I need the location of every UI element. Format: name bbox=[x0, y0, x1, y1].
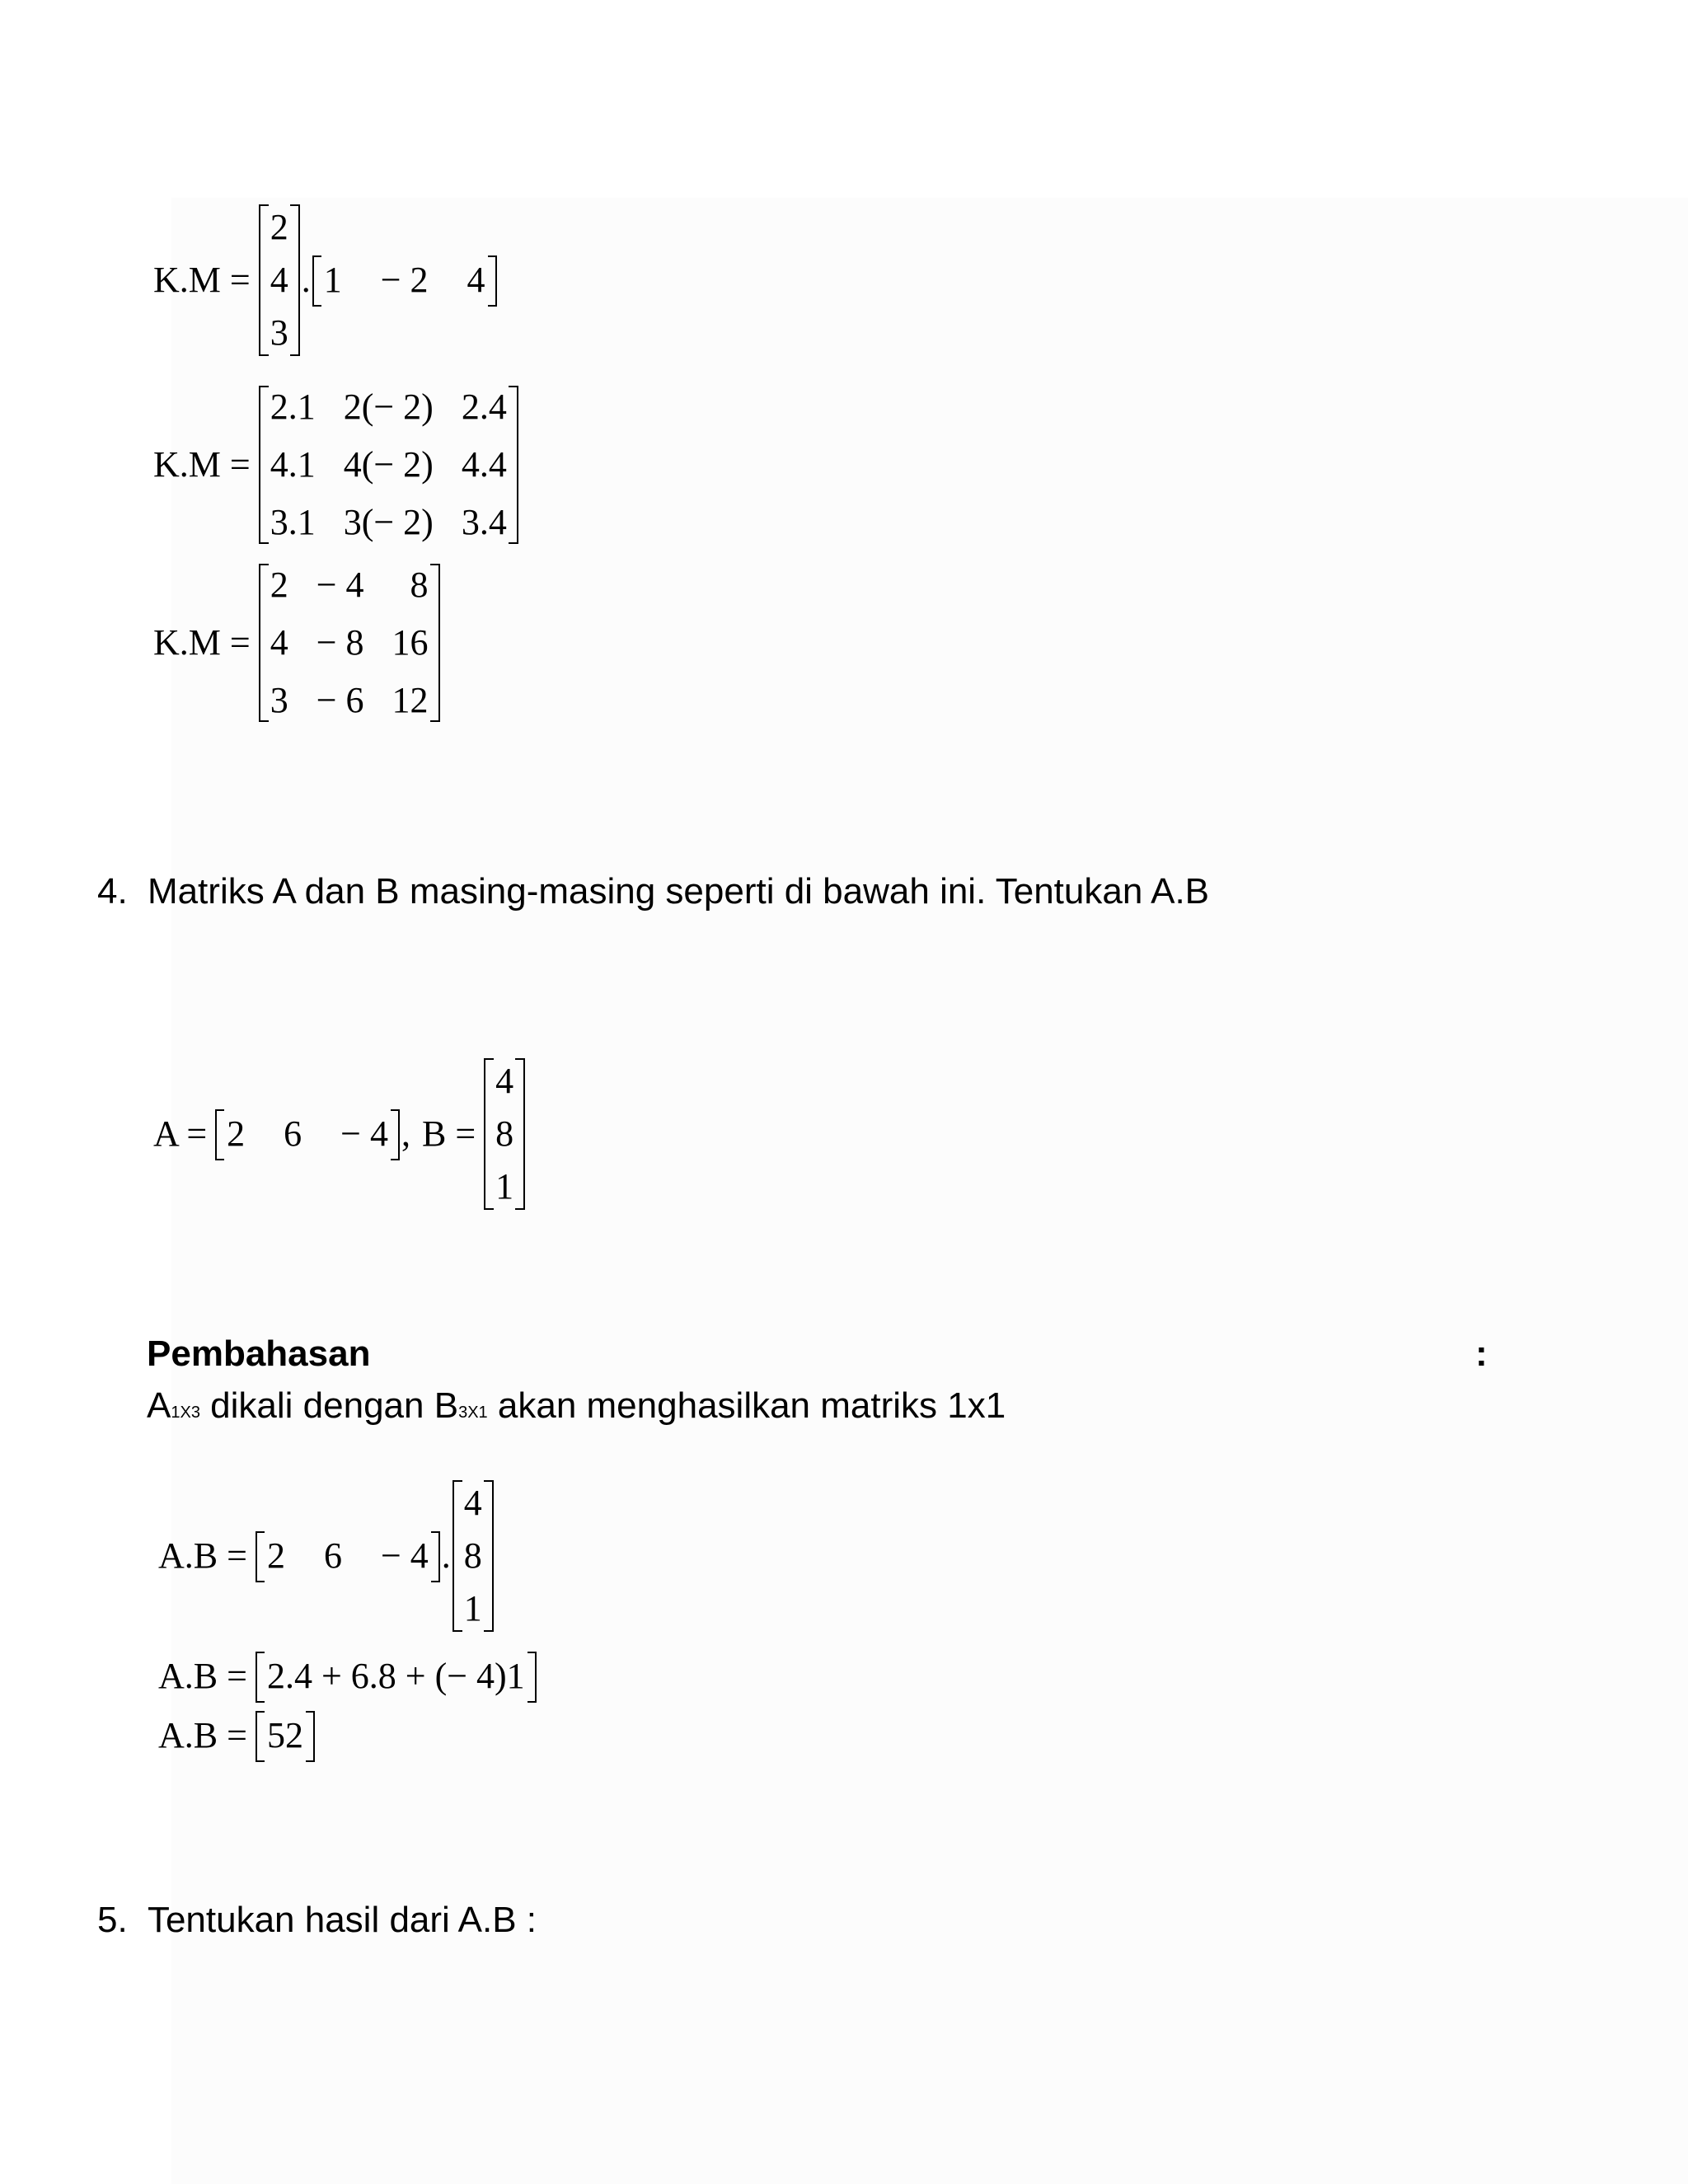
matrix-cell: − 6 bbox=[316, 680, 364, 720]
km-result-matrix bbox=[259, 564, 440, 722]
km-lhs: K.M = bbox=[153, 622, 251, 663]
matrix-cell: 3 bbox=[270, 312, 288, 353]
matrix-cell: 1 bbox=[495, 1166, 514, 1207]
matrix-cell: 4 bbox=[463, 1483, 482, 1523]
matrix-cell: 4 bbox=[495, 1061, 514, 1101]
question-5 bbox=[97, 1899, 537, 1943]
matrix-cell: 8 bbox=[495, 1113, 514, 1154]
ab-solution-step2 bbox=[158, 1655, 537, 1698]
km-expanded-matrix bbox=[259, 386, 518, 544]
matrix-cell: 16 bbox=[392, 622, 429, 663]
matrix-cell: 12 bbox=[392, 680, 429, 720]
question-number: 5. bbox=[97, 1900, 128, 1940]
ab-lhs: A.B = bbox=[158, 1656, 247, 1696]
matrix-cell: − 4 bbox=[340, 1113, 388, 1154]
solution-result bbox=[256, 1714, 315, 1757]
matrix-cell: 3.1 bbox=[270, 502, 316, 542]
line-middle: dikali dengan B bbox=[199, 1385, 459, 1426]
solution-expression bbox=[256, 1655, 537, 1698]
matrix-cell: 1 bbox=[323, 260, 342, 300]
matrix-cell: 8 bbox=[463, 1535, 482, 1576]
matrix-cell: 6 bbox=[323, 1535, 342, 1576]
matrix-cell: 2 bbox=[270, 565, 288, 605]
matrix-cell: 6 bbox=[284, 1113, 302, 1154]
matrix-a bbox=[215, 1113, 400, 1155]
matrix-cell: 3.4 bbox=[461, 502, 507, 542]
matrix-cell: 8 bbox=[410, 565, 429, 605]
matrix-cell: 4 bbox=[270, 622, 288, 663]
matrix-cell: 2.1 bbox=[270, 387, 316, 427]
km-row-vector bbox=[312, 259, 497, 302]
matrix-cell: 2 bbox=[266, 1535, 285, 1576]
dimension-subscript: 3X1 bbox=[458, 1404, 488, 1422]
result-value: 52 bbox=[266, 1715, 303, 1755]
matrix-cell: 2(− 2) bbox=[343, 387, 434, 427]
km-column-vector bbox=[259, 204, 300, 356]
b-label: B = bbox=[422, 1113, 476, 1154]
pembahasan-colon: : bbox=[1475, 1333, 1488, 1374]
matrix-cell: 1 bbox=[463, 1588, 482, 1629]
question-text: Matriks A dan B masing-masing seperti di bawah ini. Tentukan A.B bbox=[147, 871, 1210, 912]
matrix-cell: − 4 bbox=[380, 1535, 429, 1576]
matrix-cell: 2.4 bbox=[461, 387, 507, 427]
km-equation-step3 bbox=[153, 564, 440, 722]
pembahasan-line bbox=[147, 1385, 1006, 1428]
matrix-cell: − 4 bbox=[316, 565, 364, 605]
matrix-cell: 2 bbox=[227, 1113, 246, 1154]
dot-operator: . bbox=[441, 1535, 451, 1576]
dot-operator: . bbox=[301, 260, 311, 300]
separator: , bbox=[401, 1113, 410, 1154]
solution-row-vector bbox=[256, 1535, 440, 1577]
ab-solution-step1 bbox=[158, 1480, 494, 1632]
matrix-cell: 4 bbox=[270, 260, 288, 300]
km-equation-step1 bbox=[153, 204, 497, 356]
line-end: akan menghasilkan matriks 1x1 bbox=[487, 1385, 1006, 1426]
matrix-cell: − 8 bbox=[316, 622, 364, 663]
km-equation-step2 bbox=[153, 386, 518, 544]
solution-column-vector bbox=[452, 1480, 494, 1632]
expression-text: 2.4 + 6.8 + (− 4)1 bbox=[266, 1656, 525, 1696]
km-lhs: K.M = bbox=[153, 260, 251, 300]
matrix-cell: 4(− 2) bbox=[343, 444, 434, 485]
ab-definition bbox=[153, 1058, 525, 1210]
km-lhs: K.M = bbox=[153, 444, 251, 485]
matrix-cell: − 2 bbox=[380, 260, 429, 300]
pembahasan-title: Pembahasan bbox=[147, 1333, 371, 1374]
ab-lhs: A.B = bbox=[158, 1535, 247, 1576]
question-text: Tentukan hasil dari A.B : bbox=[147, 1900, 537, 1940]
matrix-a-symbol: A bbox=[147, 1385, 171, 1426]
matrix-cell: 4.1 bbox=[270, 444, 316, 485]
ab-solution-step3 bbox=[158, 1714, 315, 1757]
matrix-cell: 3(− 2) bbox=[343, 502, 434, 542]
matrix-cell: 4 bbox=[467, 260, 485, 300]
question-4 bbox=[97, 870, 1209, 914]
matrix-cell: 3 bbox=[270, 680, 288, 720]
a-label: A = bbox=[153, 1113, 208, 1154]
matrix-cell: 4.4 bbox=[461, 444, 507, 485]
ab-lhs: A.B = bbox=[158, 1715, 247, 1755]
matrix-cell: 2 bbox=[270, 207, 288, 247]
matrix-b bbox=[484, 1058, 525, 1210]
question-number: 4. bbox=[97, 871, 128, 912]
dimension-subscript: 1X3 bbox=[171, 1404, 200, 1422]
